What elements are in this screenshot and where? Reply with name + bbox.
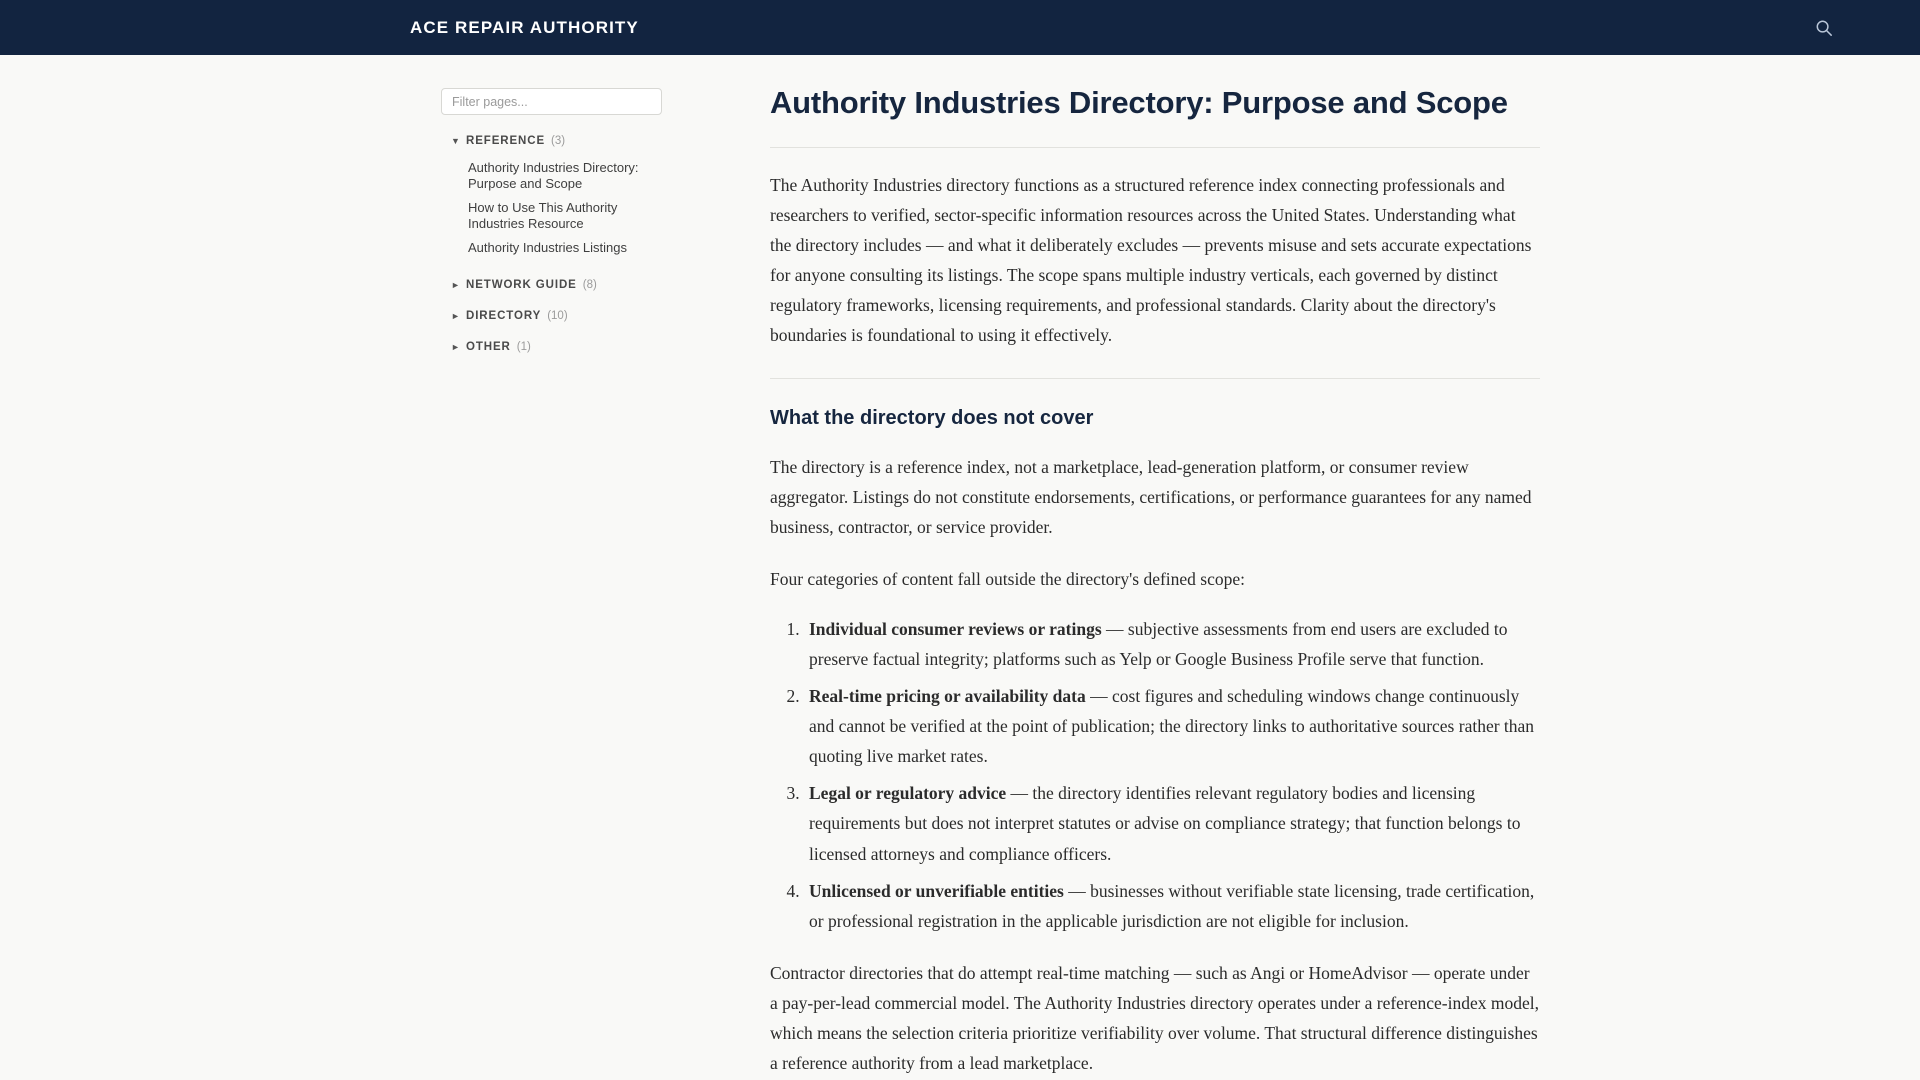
- nav-group-label: NETWORK GUIDE: [466, 278, 577, 291]
- sidebar-item-directory-purpose-scope[interactable]: Authority Industries Directory: Purpose and Scope: [468, 160, 639, 192]
- closing-paragraph: Contractor directories that do attempt real-time matching — such as Angi or HomeAdvisor — operate under a pay-per-lead commercial model. The Authority Industries directory operates under a reference-index model, which means the selection criteria prioritize verifiability over volume. That structural difference distinguishes a reference authority from a lead marketplace.: [770, 962, 1540, 1074]
- list-item-lead: Real-time pricing or availability data: [809, 686, 1086, 707]
- nav-group-header-reference[interactable]: [441, 135, 721, 147]
- nav-group-count: (10): [547, 309, 568, 322]
- list-item-lead: Unlicensed or unverifiable entities: [809, 880, 1064, 901]
- chevron-down-icon: ▼: [451, 136, 460, 146]
- chevron-right-icon: ►: [451, 310, 460, 321]
- nav-group-reference: [441, 135, 721, 261]
- title-divider: [770, 147, 1540, 148]
- list-item-rest: — businesses without verifiable state licensing, trade certification, or professional registration in the applicable jurisdiction are not eligible for inclusion.: [809, 880, 1535, 931]
- section-paragraph-2: Four categories of content fall outside the directory's defined scope:: [770, 568, 1246, 589]
- list-item: [804, 778, 1540, 868]
- list-item: [804, 876, 1540, 936]
- nav-group-count: (1): [516, 340, 531, 353]
- page-nav-tree: [441, 135, 721, 353]
- list-item-rest: — subjective assessments from end users are excluded to preserve factual integrity; platforms such as Yelp or Google Business Profile serve that function.: [809, 618, 1508, 669]
- sidebar: [441, 81, 721, 372]
- site-title: ACE REPAIR AUTHORITY: [410, 17, 639, 37]
- nav-group-directory: [441, 310, 721, 322]
- intro-paragraph: The Authority Industries directory functions as a structured reference index connecting professionals and researchers to verified, sector-specific information resources across the United States. Understanding what the directory includes — and what it deliberately excludes — prevents misuse and sets accurate expectations for anyone consulting its listings. The scope spans multiple industry verticals, each governed by distinct regulatory frameworks, licensing requirements, and professional standards. Clarity about the directory's boundaries is foundational to using it effectively.: [770, 174, 1532, 346]
- top-header-bar: [0, 0, 1920, 55]
- nav-group-header-network-guide[interactable]: [441, 279, 721, 291]
- nav-group-header-directory[interactable]: [441, 310, 721, 322]
- nav-group-count: (3): [551, 135, 566, 147]
- nav-group-count: (8): [582, 278, 597, 291]
- nav-group-label: OTHER: [466, 340, 511, 353]
- search-icon[interactable]: [1813, 17, 1835, 39]
- chevron-right-icon: ►: [451, 279, 460, 290]
- section-heading-not-cover: What the directory does not cover: [770, 406, 1094, 429]
- list-item: [804, 681, 1540, 771]
- list-item-lead: Individual consumer reviews or ratings: [809, 618, 1102, 639]
- chevron-right-icon: ►: [451, 341, 460, 352]
- main-content: [770, 81, 1540, 1078]
- page-title: Authority Industries Directory: Purpose and Scope: [770, 85, 1508, 120]
- sidebar-item-authority-industries-listings[interactable]: Authority Industries Listings: [468, 240, 627, 256]
- excluded-categories-list: [770, 614, 1540, 936]
- list-item-lead: Legal or regulatory advice: [809, 783, 1007, 804]
- list-item-rest: — cost figures and scheduling windows change continuously and cannot be verified at the point of publication; the directory links to authoritative sources rather than quoting live market rates.: [809, 686, 1535, 767]
- list-item-rest: — the directory identifies relevant regulatory bodies and licensing requirements but does not interpret statutes or advise on compliance strategy; that function belongs to licensed attorneys and compliance officers.: [809, 783, 1521, 864]
- sidebar-item-how-to-use-resource[interactable]: How to Use This Authority Industries Resource: [468, 200, 618, 232]
- filter-pages-input[interactable]: [441, 88, 662, 115]
- list-item: [804, 614, 1540, 674]
- nav-group-items-reference: [441, 156, 721, 261]
- nav-group-label: DIRECTORY: [466, 309, 542, 322]
- section-paragraph-1: The directory is a reference index, not a marketplace, lead-generation platform, or consumer review aggregator. Listings do not constitute endorsements, certifications, or performance guarantees for any named business, contractor, or service provider.: [770, 456, 1532, 537]
- nav-group-label: REFERENCE: [466, 135, 546, 147]
- section-divider: [770, 378, 1540, 379]
- nav-group-header-other[interactable]: [441, 341, 721, 353]
- page-shell: [0, 55, 1920, 1078]
- nav-group-other: [441, 341, 721, 353]
- nav-group-network-guide: [441, 279, 721, 291]
